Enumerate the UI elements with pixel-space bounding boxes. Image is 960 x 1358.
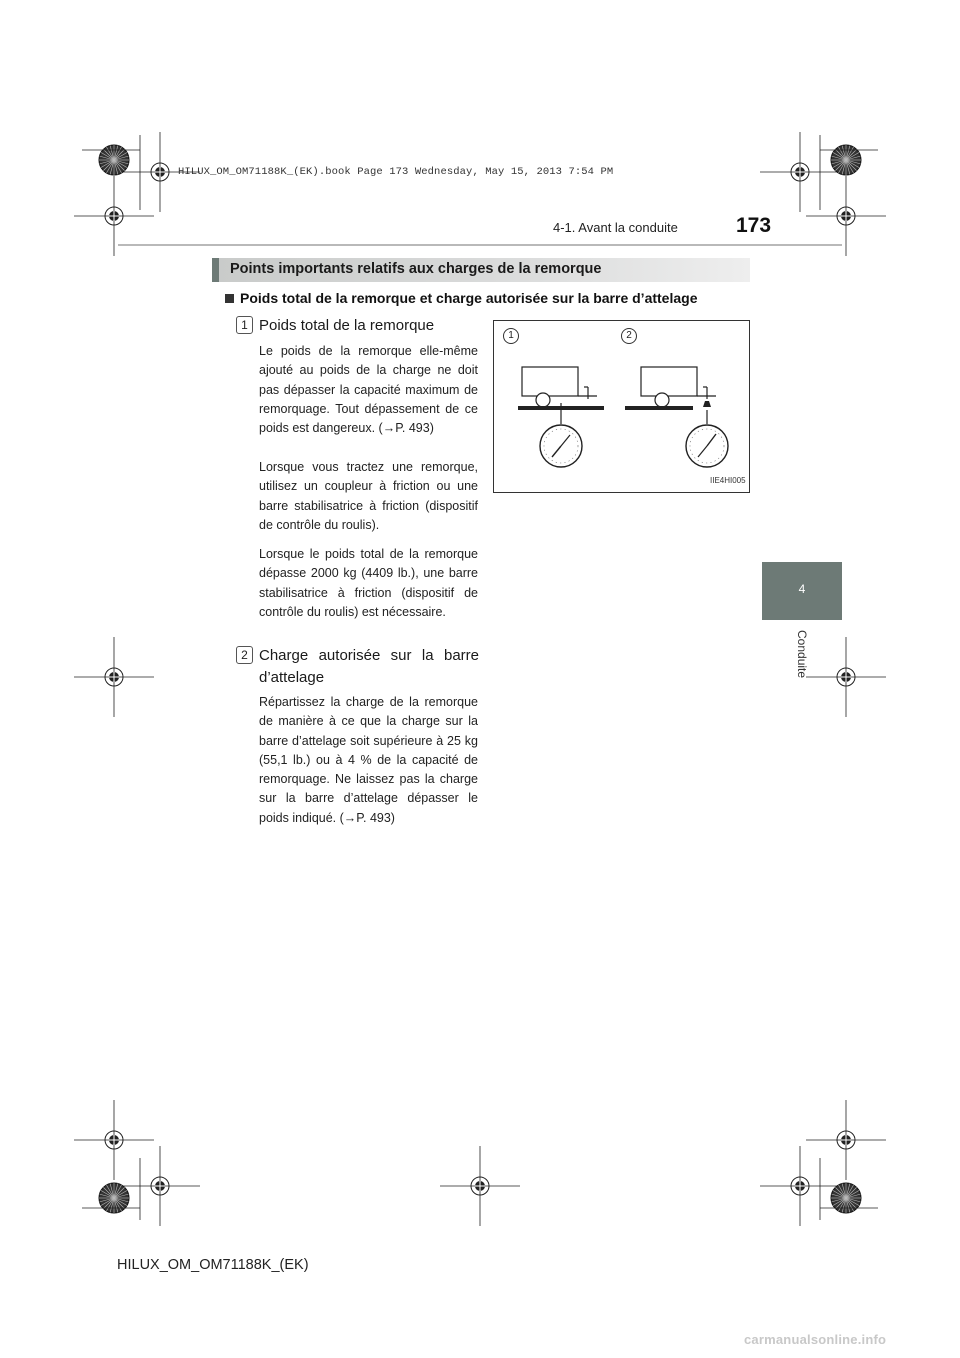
page-number: 173	[736, 214, 772, 237]
scale-gauge-icon	[686, 410, 728, 467]
header-rule	[118, 244, 842, 246]
trailer-icon	[625, 367, 716, 410]
item-number-badge: 2	[236, 646, 253, 664]
item-paragraph: Le poids de la remorque elle-même ajouté au poids de la charge ne doit pas dépasser la capacité maximum de remorquage. Tout dépassement de ce poids est dangereux. (→P. 493)	[259, 344, 478, 436]
subheading	[225, 290, 697, 306]
print-stamp: HILUX_OM_OM71188K_(EK).book Page 173 Wednesday, May 15, 2013 7:54 PM	[178, 166, 614, 178]
section-heading-bar	[212, 258, 750, 282]
scale-gauge-icon	[540, 410, 582, 467]
footer-document-code: HILUX_OM_OM71188K_(EK)	[117, 1257, 309, 1273]
figure-illustration	[494, 321, 749, 492]
figure-code: IIE4HI005	[710, 476, 746, 485]
item-title: Poids total de la remorque	[259, 317, 435, 334]
trailer-load-figure	[493, 320, 750, 493]
chapter-tab	[762, 562, 842, 620]
item-paragraph: Répartissez la charge de la remorque de manière à ce que la charge sur la barre d’attelage soit supérieure à 25 kg (55,1 lb.) ou à 4 % de la capacité de remorquage. Ne laissez pas la charge sur la barre d’attelage dépasser le poids indiqué. (→P. 493)	[259, 695, 478, 825]
section-reference: 4-1. Avant la conduite	[553, 220, 678, 235]
item-title: Charge autorisée sur la barre d’attelage	[259, 647, 479, 686]
square-bullet-icon	[225, 294, 234, 303]
chapter-number: 4	[798, 582, 806, 596]
figure-callout: 1	[503, 328, 519, 344]
chapter-label: Conduite	[795, 630, 809, 679]
section-heading: Points importants relatifs aux charges de la remorque	[230, 261, 602, 277]
item-paragraph: Lorsque le poids total de la remorque dépasse 2000 kg (4409 lb.), une barre stabilisatrice à friction (dispositif de contrôle du roulis) est nécessaire.	[259, 547, 478, 619]
item-paragraph: Lorsque vous tractez une remorque, utilisez un coupleur à friction ou une barre stabilisatrice à friction (dispositif de contrôle du roulis).	[259, 460, 478, 532]
figure-callout: 2	[621, 328, 637, 344]
item-number-badge: 1	[236, 316, 253, 334]
subheading-text: Poids total de la remorque et charge autorisée sur la barre d’attelage	[240, 290, 698, 306]
trailer-icon	[518, 367, 604, 410]
watermark: carmanualsonline.info	[744, 1332, 887, 1347]
